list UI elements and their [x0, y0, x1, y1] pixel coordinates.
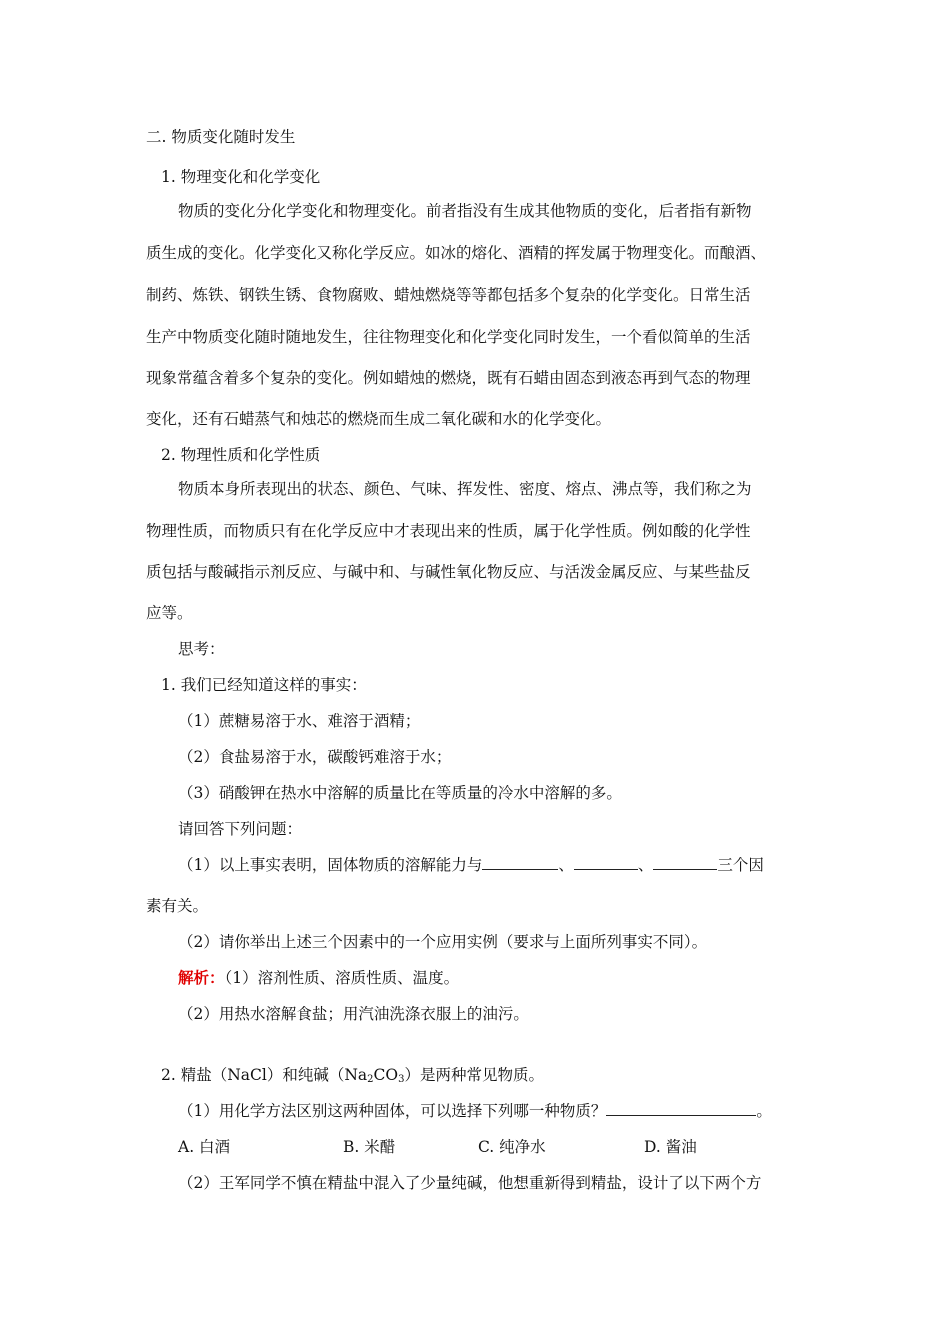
paragraph-line: 制药、炼铁、钢铁生锈、食物腐败、蜡烛燃烧等等都包括多个复杂的化学变化。日常生活	[146, 286, 751, 304]
option-row	[178, 1135, 697, 1157]
subscript: 3	[398, 1074, 405, 1085]
paragraph-line: 物质的变化分化学变化和物理变化。前者指没有生成其他物质的变化，后者指有新物	[178, 202, 752, 220]
paragraph-line: 生产中物质变化随时随地发生，往往物理变化和化学变化同时发生，一个看似简单的生活	[146, 328, 751, 346]
stem-text: 2. 精盐（NaCl）和纯碱（Na	[161, 1066, 368, 1084]
sub-question-text: 三个因	[717, 856, 764, 874]
separator: 、	[558, 856, 574, 874]
part1-heading: 1. 物理变化和化学变化	[161, 168, 321, 186]
answer-blank[interactable]	[482, 855, 558, 870]
paragraph-line: 应等。	[146, 604, 193, 622]
analysis-text: （1）溶剂性质、溶质性质、温度。	[224, 969, 460, 987]
sub-question-text: （1）以上事实表明，固体物质的溶解能力与	[178, 856, 483, 874]
subscript: 2	[367, 1074, 374, 1085]
paragraph-line: 物理性质，而物质只有在化学反应中才表现出来的性质，属于化学性质。例如酸的化学性	[146, 522, 751, 540]
option-a[interactable]: A. 白酒	[178, 1138, 231, 1156]
sub-question-2: （2）请你举出上述三个因素中的一个应用实例（要求与上面所列事实不同）。	[178, 933, 708, 951]
think-label: 思考：	[178, 640, 225, 658]
sub-question-continuation: 素有关。	[146, 897, 209, 915]
question-2-sub1	[178, 1099, 772, 1121]
stem-text: ）是两种常见物质。	[404, 1066, 544, 1084]
paragraph-line: 质生成的变化。化学变化又称化学反应。如冰的熔化、酒精的挥发属于物理变化。而酿酒、	[146, 244, 767, 262]
paragraph-line: 质包括与酸碱指示剂反应、与碱中和、与碱性氧化物反应、与活泼金属反应、与某些盐反	[146, 563, 751, 581]
analysis	[178, 966, 459, 988]
answer-blank[interactable]	[653, 855, 717, 870]
option-c[interactable]: C. 纯净水	[478, 1138, 546, 1156]
sub-question-text: （1）用化学方法区别这两种固体，可以选择下列哪一种物质？	[178, 1102, 607, 1120]
analysis-text: （2）用热水溶解食盐；用汽油洗涤衣服上的油污。	[178, 1005, 529, 1023]
fact-item: （2）食盐易溶于水，碳酸钙难溶于水；	[178, 748, 452, 766]
question-prompt: 请回答下列问题：	[178, 820, 303, 838]
stem-text: CO	[373, 1066, 399, 1084]
analysis-label: 解析：	[178, 968, 225, 987]
question-2-stem	[161, 1063, 544, 1085]
paragraph-line: 现象常蕴含着多个复杂的变化。例如蜡烛的燃烧，既有石蜡由固态到液态再到气态的物理	[146, 369, 751, 387]
option-b[interactable]: B. 米醋	[343, 1138, 396, 1156]
option-d[interactable]: D. 酱油	[644, 1138, 697, 1156]
paragraph-line: 变化，还有石蜡蒸气和烛芯的燃烧而生成二氧化碳和水的化学变化。	[146, 410, 612, 428]
sub-question-1	[178, 853, 764, 875]
fact-item: （3）硝酸钾在热水中溶解的质量比在等质量的冷水中溶解的多。	[178, 784, 622, 802]
answer-blank[interactable]	[606, 1101, 756, 1116]
separator: 、	[637, 856, 654, 874]
part2-heading: 2. 物理性质和化学性质	[161, 446, 321, 464]
question-1-stem: 1. 我们已经知道这样的事实：	[161, 676, 367, 694]
question-2-sub2: （2）王军同学不慎在精盐中混入了少量纯碱，他想重新得到精盐，设计了以下两个方	[178, 1174, 762, 1192]
section-title: 二. 物质变化随时发生	[146, 128, 296, 146]
paragraph-line: 物质本身所表现出的状态、颜色、气味、挥发性、密度、熔点、沸点等，我们称之为	[178, 480, 752, 498]
fact-item: （1）蔗糖易溶于水、难溶于酒精；	[178, 712, 421, 730]
punctuation: 。	[756, 1102, 772, 1120]
answer-blank[interactable]	[574, 855, 638, 870]
